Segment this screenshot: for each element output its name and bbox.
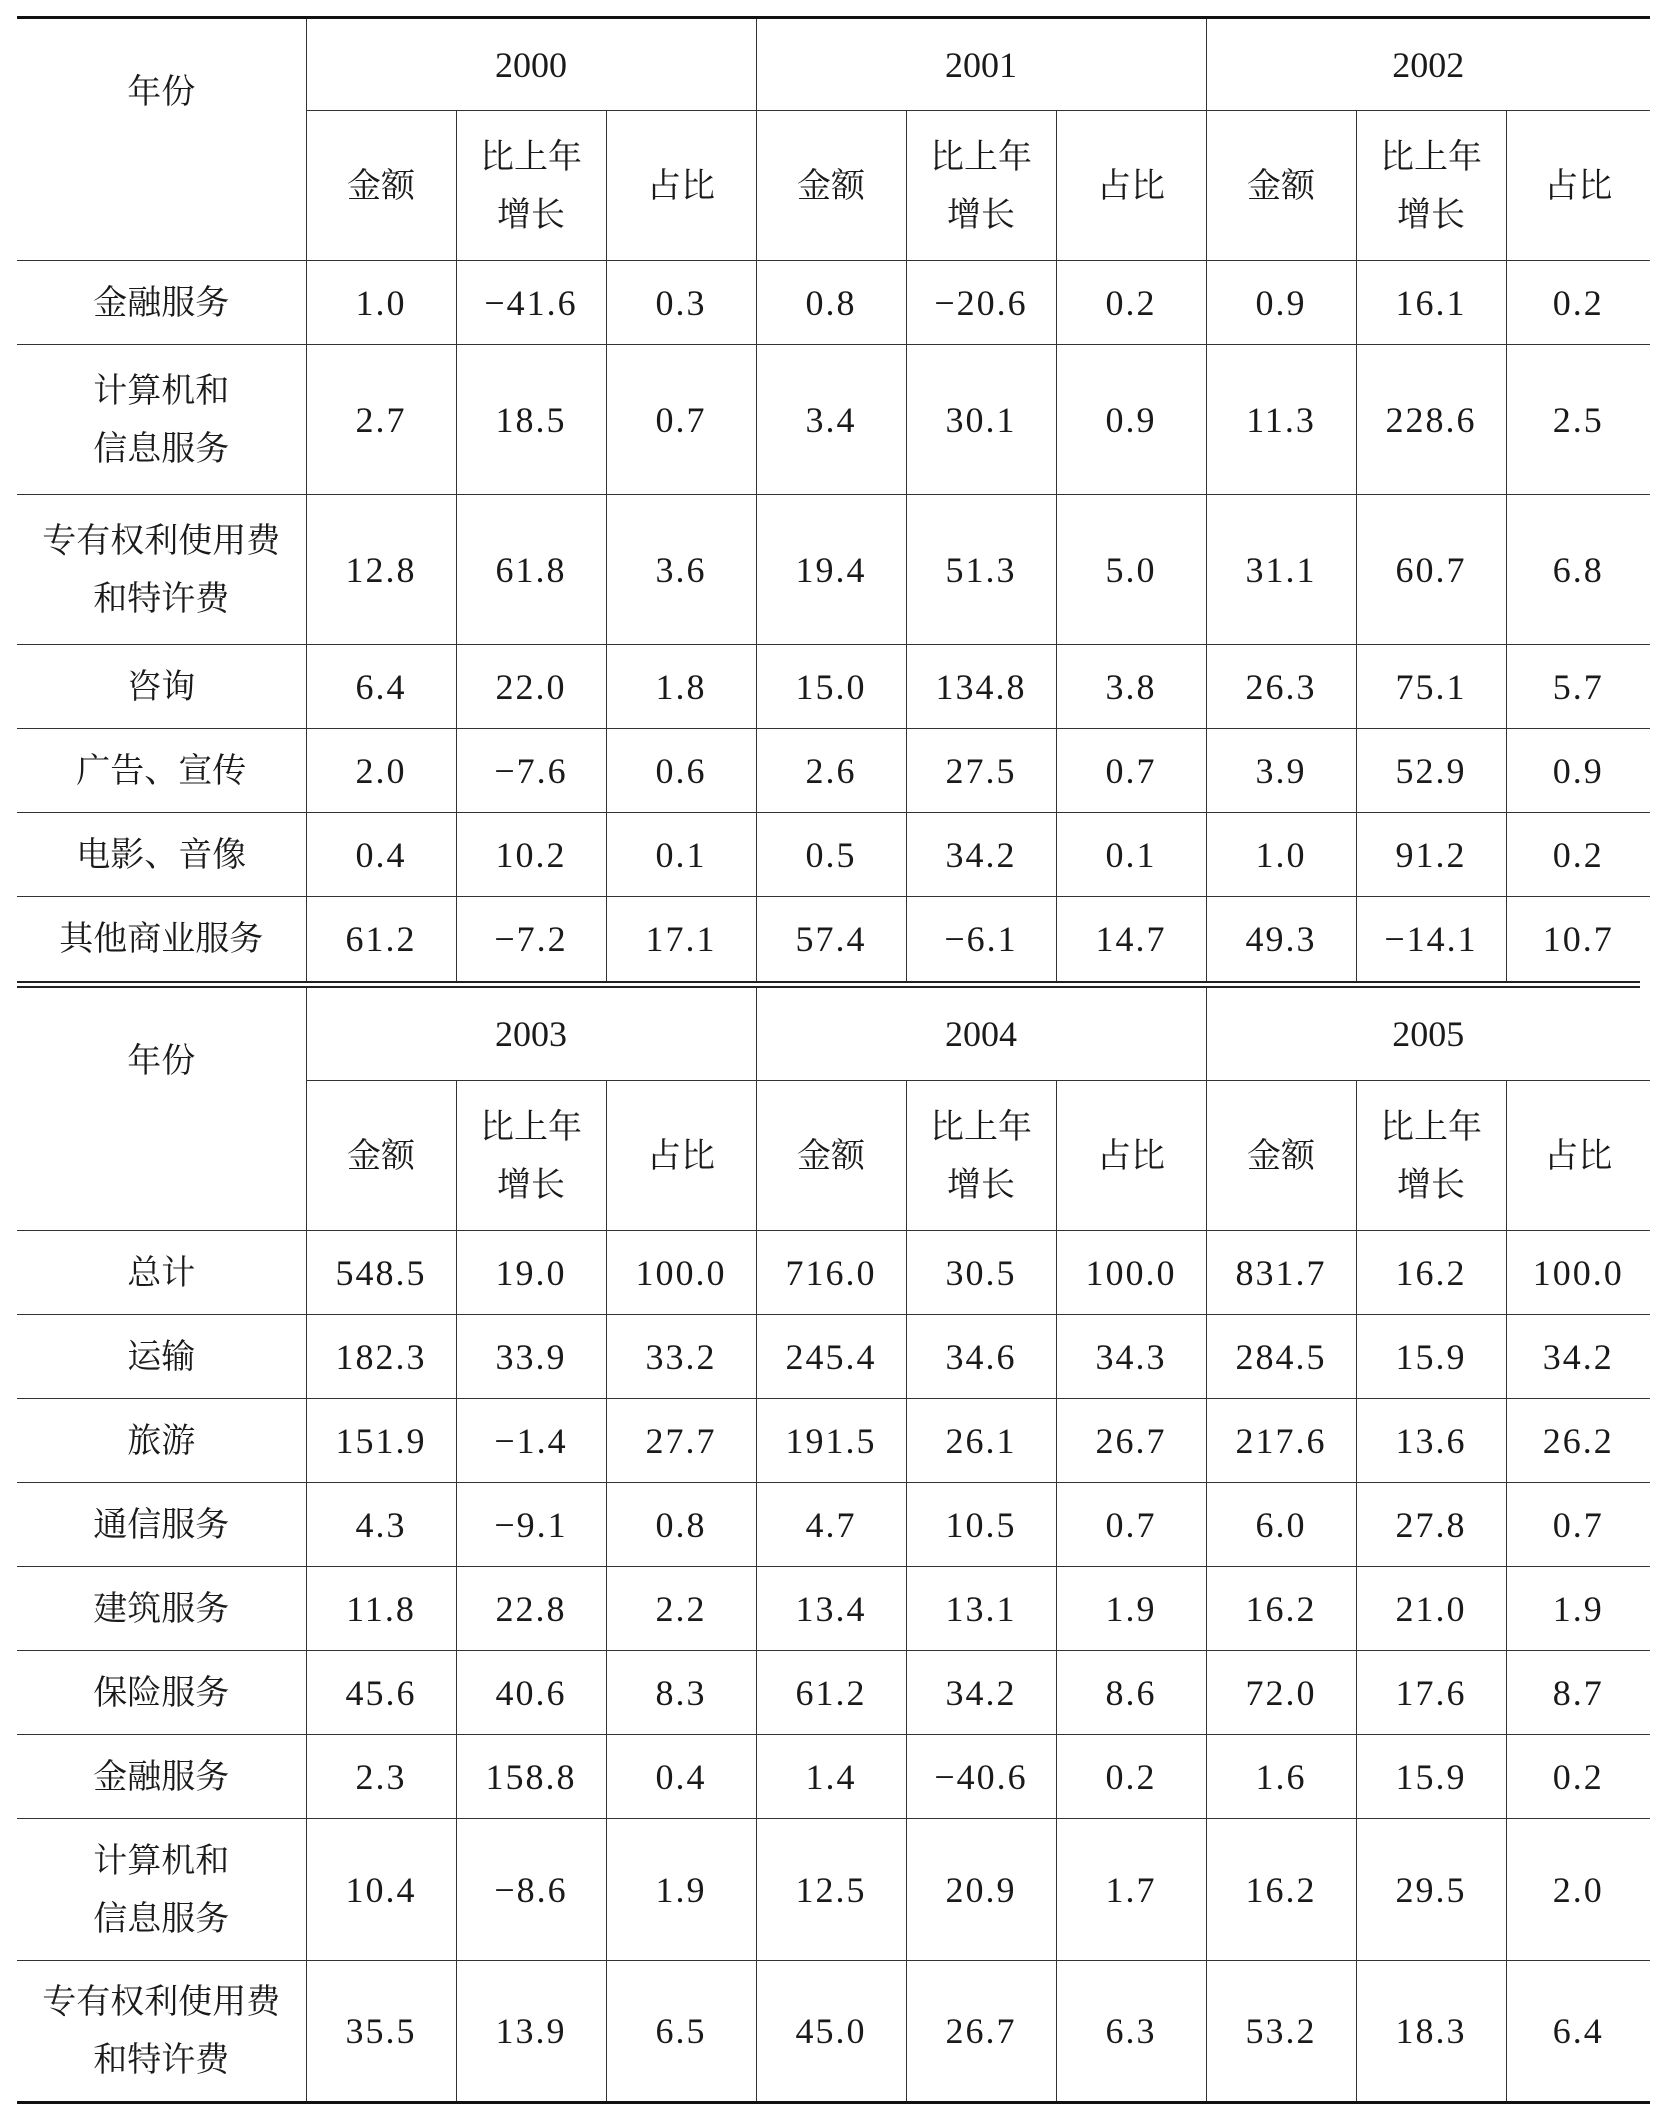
table-row: [17, 1961, 1650, 2103]
row-label-line: 广告、宣传: [76, 750, 247, 791]
share-cell: 0.2: [1506, 813, 1650, 897]
amount-cell: 13.4: [756, 1567, 906, 1651]
section-divider: [17, 981, 1640, 988]
growth-header-line2: 增长: [947, 194, 1016, 235]
amount-cell: 1.4: [756, 1735, 906, 1819]
amount-cell: 831.7: [1206, 1231, 1356, 1315]
row-label: [17, 1231, 306, 1315]
share-cell: 1.9: [1506, 1567, 1650, 1651]
growth-header-line1: 比上年: [1380, 136, 1483, 177]
share-cell: 0.1: [1056, 813, 1206, 897]
growth-cell: 158.8: [456, 1735, 606, 1819]
amount-cell: 284.5: [1206, 1315, 1356, 1399]
year-header: 2005: [1206, 988, 1650, 1081]
amount-cell: 26.3: [1206, 645, 1356, 729]
growth-cell: 34.6: [906, 1315, 1056, 1399]
growth-cell: −1.4: [456, 1399, 606, 1483]
amount-cell: 16.2: [1206, 1567, 1356, 1651]
growth-header-line1: 比上年: [1380, 1106, 1483, 1147]
growth-cell: −14.1: [1356, 897, 1506, 981]
growth-cell: 52.9: [1356, 729, 1506, 813]
share-cell: 0.8: [606, 1483, 756, 1567]
row-label: [17, 813, 306, 897]
share-cell: 26.2: [1506, 1399, 1650, 1483]
growth-cell: 13.1: [906, 1567, 1056, 1651]
growth-cell: 19.0: [456, 1231, 606, 1315]
share-header: 占比: [1056, 1081, 1206, 1231]
growth-cell: 21.0: [1356, 1567, 1506, 1651]
amount-cell: 245.4: [756, 1315, 906, 1399]
growth-cell: 10.5: [906, 1483, 1056, 1567]
growth-cell: 60.7: [1356, 495, 1506, 645]
share-cell: 100.0: [1506, 1231, 1650, 1315]
growth-cell: 16.2: [1356, 1231, 1506, 1315]
row-label-line: 建筑服务: [93, 1588, 230, 1629]
amount-cell: 6.0: [1206, 1483, 1356, 1567]
year-header: 2003: [306, 988, 756, 1081]
amount-cell: 182.3: [306, 1315, 456, 1399]
growth-cell: 51.3: [906, 495, 1056, 645]
amount-cell: 1.6: [1206, 1735, 1356, 1819]
header-row-years: [17, 18, 1650, 111]
growth-header: [906, 111, 1056, 261]
row-label: [17, 1735, 306, 1819]
table-row: [17, 1567, 1650, 1651]
table-section-2003-2005: [17, 988, 1650, 2105]
year-header: 2004: [756, 988, 1206, 1081]
row-label-line: 信息服务: [93, 1898, 230, 1939]
row-label-line: 专有权利使用费: [42, 520, 281, 561]
share-cell: 2.0: [1506, 1819, 1650, 1961]
growth-header-line1: 比上年: [480, 1106, 582, 1147]
table-row: [17, 1819, 1650, 1961]
share-cell: 0.7: [1056, 729, 1206, 813]
share-cell: 34.2: [1506, 1315, 1650, 1399]
row-label: [17, 1399, 306, 1483]
share-cell: 17.1: [606, 897, 756, 981]
share-cell: 0.7: [606, 345, 756, 495]
amount-cell: 45.6: [306, 1651, 456, 1735]
row-label-line: 通信服务: [93, 1504, 230, 1545]
growth-cell: 29.5: [1356, 1819, 1506, 1961]
share-cell: 0.4: [606, 1735, 756, 1819]
amount-cell: 6.4: [306, 645, 456, 729]
growth-cell: 22.0: [456, 645, 606, 729]
growth-header-line2: 增长: [1397, 1164, 1466, 1205]
amount-cell: 191.5: [756, 1399, 906, 1483]
growth-cell: 20.9: [906, 1819, 1056, 1961]
amount-cell: 16.2: [1206, 1819, 1356, 1961]
share-cell: 2.5: [1506, 345, 1650, 495]
amount-cell: 0.8: [756, 261, 906, 345]
growth-cell: −20.6: [906, 261, 1056, 345]
growth-header: [1356, 111, 1506, 261]
amount-cell: 548.5: [306, 1231, 456, 1315]
share-cell: 1.7: [1056, 1819, 1206, 1961]
row-label-line: 计算机和: [93, 1840, 230, 1881]
header-row-years: [17, 988, 1650, 1081]
amount-cell: 0.4: [306, 813, 456, 897]
table-row: [17, 1735, 1650, 1819]
amount-header: 金额: [306, 111, 456, 261]
row-label-line: 咨询: [127, 666, 196, 707]
share-header: 占比: [606, 1081, 756, 1231]
table-row: [17, 729, 1650, 813]
amount-cell: 11.8: [306, 1567, 456, 1651]
share-cell: 100.0: [606, 1231, 756, 1315]
share-cell: 0.7: [1506, 1483, 1650, 1567]
row-label: [17, 729, 306, 813]
year-label: 年份: [17, 18, 306, 261]
growth-cell: 16.1: [1356, 261, 1506, 345]
growth-header-line2: 增长: [947, 1164, 1016, 1205]
row-label-line: 和特许费: [93, 2040, 230, 2080]
growth-cell: −9.1: [456, 1483, 606, 1567]
share-cell: 26.7: [1056, 1399, 1206, 1483]
amount-cell: 151.9: [306, 1399, 456, 1483]
row-label-line: 金融服务: [93, 282, 230, 323]
row-label-line: 和特许费: [93, 578, 230, 619]
share-cell: 0.7: [1056, 1483, 1206, 1567]
amount-cell: 1.0: [306, 261, 456, 345]
amount-cell: 11.3: [1206, 345, 1356, 495]
share-cell: 6.5: [606, 1961, 756, 2103]
growth-header: [1356, 1081, 1506, 1231]
amount-cell: 10.4: [306, 1819, 456, 1961]
amount-header: 金额: [756, 111, 906, 261]
growth-cell: 10.2: [456, 813, 606, 897]
table-row: [17, 345, 1650, 495]
growth-cell: 18.5: [456, 345, 606, 495]
amount-header: 金额: [306, 1081, 456, 1231]
table-row: [17, 897, 1650, 981]
share-header: 占比: [1056, 111, 1206, 261]
growth-cell: −7.6: [456, 729, 606, 813]
row-label-line: 运输: [127, 1336, 196, 1377]
amount-cell: 35.5: [306, 1961, 456, 2103]
row-label-line: 计算机和: [93, 370, 230, 411]
growth-cell: 22.8: [456, 1567, 606, 1651]
growth-cell: 27.8: [1356, 1483, 1506, 1567]
row-label-line: 其他商业服务: [59, 918, 264, 959]
share-header: 占比: [1506, 111, 1650, 261]
amount-cell: 61.2: [756, 1651, 906, 1735]
growth-cell: 34.2: [906, 813, 1056, 897]
amount-cell: 57.4: [756, 897, 906, 981]
growth-header: [456, 1081, 606, 1231]
amount-cell: 1.0: [1206, 813, 1356, 897]
amount-cell: 19.4: [756, 495, 906, 645]
table-row: [17, 1231, 1650, 1315]
growth-cell: 134.8: [906, 645, 1056, 729]
row-label-line: 旅游: [127, 1420, 196, 1461]
row-label: [17, 1483, 306, 1567]
share-cell: 0.3: [606, 261, 756, 345]
share-cell: 33.2: [606, 1315, 756, 1399]
amount-cell: 49.3: [1206, 897, 1356, 981]
amount-cell: 2.6: [756, 729, 906, 813]
amount-cell: 72.0: [1206, 1651, 1356, 1735]
growth-cell: 13.6: [1356, 1399, 1506, 1483]
table-row: [17, 1483, 1650, 1567]
table-row: [17, 813, 1650, 897]
growth-cell: −7.2: [456, 897, 606, 981]
growth-cell: 75.1: [1356, 645, 1506, 729]
row-label-line: 信息服务: [93, 428, 230, 469]
row-label: [17, 897, 306, 981]
row-label: [17, 645, 306, 729]
growth-cell: 26.1: [906, 1399, 1056, 1483]
growth-cell: 61.8: [456, 495, 606, 645]
table-row: [17, 261, 1650, 345]
year-header: 2002: [1206, 18, 1650, 111]
growth-cell: 30.5: [906, 1231, 1056, 1315]
row-label: [17, 1651, 306, 1735]
share-cell: 1.9: [606, 1819, 756, 1961]
growth-cell: 15.9: [1356, 1735, 1506, 1819]
row-label-line: 总计: [127, 1252, 196, 1293]
growth-cell: 91.2: [1356, 813, 1506, 897]
share-cell: 14.7: [1056, 897, 1206, 981]
amount-header: 金额: [756, 1081, 906, 1231]
share-cell: 0.2: [1506, 1735, 1650, 1819]
share-header: 占比: [1506, 1081, 1650, 1231]
amount-cell: 12.5: [756, 1819, 906, 1961]
amount-cell: 45.0: [756, 1961, 906, 2103]
row-label: [17, 495, 306, 645]
row-label: [17, 261, 306, 345]
share-cell: 0.9: [1506, 729, 1650, 813]
amount-cell: 31.1: [1206, 495, 1356, 645]
growth-cell: 17.6: [1356, 1651, 1506, 1735]
amount-cell: 0.5: [756, 813, 906, 897]
growth-cell: −40.6: [906, 1735, 1056, 1819]
growth-cell: 33.9: [456, 1315, 606, 1399]
share-cell: 34.3: [1056, 1315, 1206, 1399]
share-cell: 0.2: [1056, 261, 1206, 345]
share-cell: 8.3: [606, 1651, 756, 1735]
growth-cell: 27.5: [906, 729, 1056, 813]
share-cell: 0.6: [606, 729, 756, 813]
share-cell: 3.6: [606, 495, 756, 645]
row-label-line: 金融服务: [93, 1756, 230, 1797]
share-cell: 8.7: [1506, 1651, 1650, 1735]
growth-header-line1: 比上年: [480, 136, 582, 177]
share-cell: 27.7: [606, 1399, 756, 1483]
amount-cell: 2.7: [306, 345, 456, 495]
amount-cell: 3.9: [1206, 729, 1356, 813]
amount-cell: 2.3: [306, 1735, 456, 1819]
amount-cell: 4.3: [306, 1483, 456, 1567]
share-cell: 100.0: [1056, 1231, 1206, 1315]
growth-cell: 30.1: [906, 345, 1056, 495]
table-row: [17, 1315, 1650, 1399]
share-cell: 10.7: [1506, 897, 1650, 981]
row-label: [17, 1567, 306, 1651]
share-cell: 1.8: [606, 645, 756, 729]
row-label: [17, 1315, 306, 1399]
growth-header-line1: 比上年: [930, 136, 1033, 177]
table-section-2000-2002: [17, 16, 1650, 981]
growth-cell: −6.1: [906, 897, 1056, 981]
share-header: 占比: [606, 111, 756, 261]
growth-cell: 26.7: [906, 1961, 1056, 2103]
amount-cell: 2.0: [306, 729, 456, 813]
row-label-line: 保险服务: [93, 1672, 230, 1713]
share-cell: 1.9: [1056, 1567, 1206, 1651]
growth-cell: 228.6: [1356, 345, 1506, 495]
growth-cell: 34.2: [906, 1651, 1056, 1735]
year-header: 2001: [756, 18, 1206, 111]
share-cell: 5.0: [1056, 495, 1206, 645]
year-label: 年份: [17, 988, 306, 1231]
share-cell: 2.2: [606, 1567, 756, 1651]
amount-header: 金额: [1206, 1081, 1356, 1231]
row-label-line: 专有权利使用费: [42, 1982, 281, 2022]
share-cell: 0.2: [1506, 261, 1650, 345]
share-cell: 3.8: [1056, 645, 1206, 729]
share-cell: 6.3: [1056, 1961, 1206, 2103]
growth-cell: 15.9: [1356, 1315, 1506, 1399]
share-cell: 0.1: [606, 813, 756, 897]
share-cell: 0.2: [1056, 1735, 1206, 1819]
table-row: [17, 1399, 1650, 1483]
service-trade-table: [17, 16, 1640, 2104]
growth-header-line2: 增长: [497, 1164, 565, 1205]
table-row: [17, 495, 1650, 645]
amount-cell: 3.4: [756, 345, 906, 495]
row-label: [17, 1961, 306, 2103]
amount-cell: 217.6: [1206, 1399, 1356, 1483]
amount-cell: 12.8: [306, 495, 456, 645]
amount-cell: 716.0: [756, 1231, 906, 1315]
growth-cell: −8.6: [456, 1819, 606, 1961]
table-row: [17, 645, 1650, 729]
share-cell: 6.4: [1506, 1961, 1650, 2103]
share-cell: 0.9: [1056, 345, 1206, 495]
growth-cell: 40.6: [456, 1651, 606, 1735]
amount-cell: 61.2: [306, 897, 456, 981]
growth-cell: 13.9: [456, 1961, 606, 2103]
row-label: [17, 1819, 306, 1961]
table-row: [17, 1651, 1650, 1735]
share-cell: 6.8: [1506, 495, 1650, 645]
growth-cell: −41.6: [456, 261, 606, 345]
amount-cell: 4.7: [756, 1483, 906, 1567]
amount-header: 金额: [1206, 111, 1356, 261]
amount-cell: 0.9: [1206, 261, 1356, 345]
row-label: [17, 345, 306, 495]
share-cell: 5.7: [1506, 645, 1650, 729]
amount-cell: 53.2: [1206, 1961, 1356, 2103]
growth-header: [906, 1081, 1056, 1231]
row-label-line: 电影、音像: [76, 834, 247, 875]
growth-header-line1: 比上年: [930, 1106, 1033, 1147]
growth-header-line2: 增长: [1397, 194, 1466, 235]
growth-cell: 18.3: [1356, 1961, 1506, 2103]
growth-header: [456, 111, 606, 261]
growth-header-line2: 增长: [497, 194, 565, 235]
year-header: 2000: [306, 18, 756, 111]
share-cell: 8.6: [1056, 1651, 1206, 1735]
amount-cell: 15.0: [756, 645, 906, 729]
